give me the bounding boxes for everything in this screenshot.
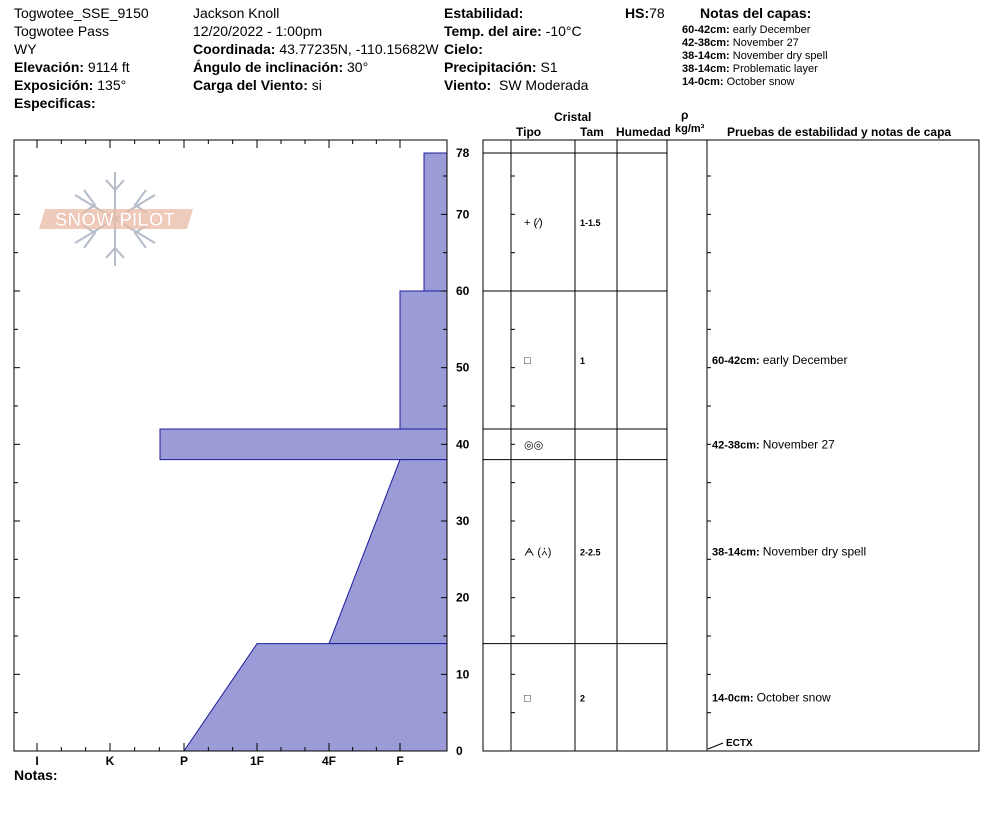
depth-tick-label: 20 — [456, 590, 470, 605]
wind-value: SW Moderada — [498, 77, 589, 93]
layer-notes-title: Notas del capas: — [700, 5, 812, 21]
notes-label: Notas: — [14, 767, 58, 783]
hardness-label: P — [179, 754, 189, 768]
logo-text: SNOW PILOT — [54, 210, 176, 231]
col-tipo: Tipo — [516, 125, 542, 139]
hardness-label: F — [396, 754, 404, 768]
layer-note-text: early December — [732, 24, 811, 36]
layer-note-text: October snow — [756, 690, 831, 705]
test-label: ECTX — [726, 738, 753, 749]
col-density: kg/m³ — [675, 123, 705, 135]
crystal-type: ᗅ (⩑) — [524, 546, 552, 559]
layer-note-text: early December — [762, 353, 848, 367]
col-rho: ρ — [681, 108, 689, 122]
layer-note-text: November dry spell — [732, 50, 828, 62]
hardness-label: 4F — [321, 754, 337, 768]
depth-tick-label: 70 — [456, 207, 470, 222]
col-cristal: Cristal — [554, 110, 592, 124]
layer-table — [483, 140, 979, 751]
col-pruebas: Pruebas de estabilidad y notas de capa — [727, 125, 952, 139]
slope-angle-value: 30° — [347, 59, 369, 75]
layer-note-range: 42-38cm: — [682, 37, 730, 49]
air-temp-value: -10°C — [545, 23, 582, 39]
precip-value: S1 — [540, 59, 558, 75]
crystal-size: 2-2.5 — [580, 547, 601, 558]
coordinate-label: Coordinada: — [193, 41, 276, 57]
precip-label: Precipitación: — [444, 59, 537, 75]
layer-note-text: November dry spell — [762, 544, 867, 559]
layer-note-range: 38-14cm: — [682, 50, 730, 62]
exposure-value: 135° — [97, 77, 127, 93]
depth-tick-label: 78 — [456, 146, 470, 160]
date-time: 12/20/2022 - 1:00pm — [193, 23, 323, 39]
col-humedad: Humedad — [616, 125, 671, 139]
layer-note-range: 60-42cm: — [712, 355, 763, 367]
layer-note-text: Problematic layer — [732, 63, 818, 75]
layer-note-text: November 27 — [732, 37, 799, 49]
layer-note-range: 14-0cm: — [712, 692, 757, 705]
elevation-label: Elevación: — [14, 59, 85, 75]
crystal-type: □ — [524, 355, 531, 367]
exposure-label: Exposición: — [14, 77, 94, 93]
air-temp-label: Temp. del aire: — [444, 23, 542, 39]
layer-note-range: 38-14cm: — [712, 546, 763, 559]
wind-load-value: si — [311, 77, 322, 93]
specifics-label: Especificas: — [14, 95, 96, 111]
hardness-label: I — [35, 754, 39, 768]
crystal-type: ◎◎ — [524, 439, 544, 452]
hardness-segment — [400, 291, 447, 429]
col-tam: Tam — [580, 125, 604, 139]
test-pointer — [708, 743, 723, 749]
layer-note-range: 42-38cm: — [712, 439, 763, 452]
station-name: Togwotee_SSE_9150 — [14, 5, 149, 21]
hs-label: HS: — [625, 5, 650, 21]
slope-angle-label: Ángulo de inclinación: — [193, 59, 344, 75]
hardness-segment — [424, 153, 447, 291]
crystal-size: 1 — [580, 356, 586, 366]
hs-value: 78 — [649, 5, 665, 21]
snowpilot-logo — [39, 172, 193, 266]
depth-tick-label: 60 — [456, 284, 470, 298]
crystal-type: □ — [524, 692, 531, 705]
depth-tick-label: 50 — [456, 360, 470, 375]
layer-note — [712, 545, 866, 559]
hardness-segment — [184, 644, 447, 751]
layer-note — [712, 353, 847, 367]
site-name: Jackson Knoll — [193, 5, 280, 21]
hardness-profile — [160, 153, 447, 751]
wind-load-label: Carga del Viento: — [193, 77, 308, 93]
coordinate-value: 43.77235N, -110.15682W — [279, 41, 439, 57]
state: WY — [14, 41, 37, 57]
crystal-size: 1-1.5 — [580, 218, 601, 228]
hardness-label: K — [105, 754, 115, 768]
layer-note — [712, 437, 835, 451]
depth-tick-label: 40 — [456, 437, 470, 452]
depth-tick-label: 0 — [456, 744, 463, 758]
sky-label: Cielo: — [444, 41, 483, 57]
hardness-label: 1F — [249, 754, 265, 768]
stability-label: Estabilidad: — [444, 5, 524, 21]
wind-label: Viento: — [444, 77, 492, 93]
pass-name: Togwotee Pass — [14, 23, 109, 39]
elevation-value: 9114 ft — [87, 59, 130, 75]
layer-note — [712, 690, 831, 704]
crystal-type: + (⁄) — [524, 217, 543, 229]
hardness-segment — [160, 429, 447, 460]
depth-tick-label: 10 — [456, 667, 470, 682]
layer-note-range: 60-42cm: — [682, 24, 730, 36]
layer-note-text: October snow — [726, 76, 795, 88]
layer-note-range: 38-14cm: — [682, 63, 730, 75]
hardness-segment — [329, 460, 447, 644]
layer-note-range: 14-0cm: — [682, 76, 724, 88]
layer-note-text: November 27 — [762, 437, 835, 452]
depth-tick-label: 30 — [456, 514, 470, 528]
crystal-size: 2 — [580, 693, 586, 704]
